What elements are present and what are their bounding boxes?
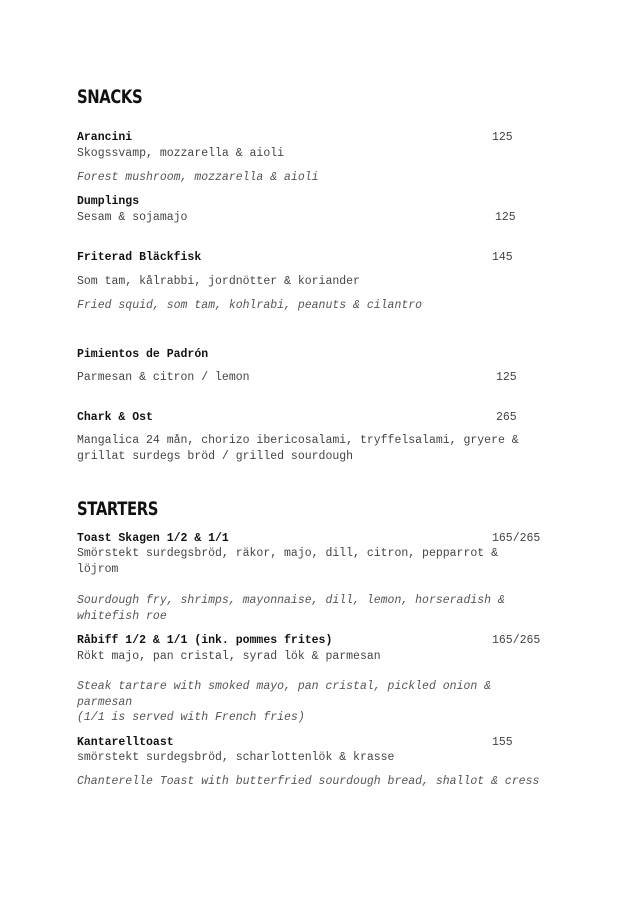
item-name: Dumplings: [77, 195, 140, 208]
item-description-english: Steak tartare with smoked mayo, pan cristal, pickled onion & parmesan: [77, 680, 492, 709]
item-price: 165/265: [492, 532, 541, 545]
item-description: smörstekt surdegsbröd, scharlottenlök & krasse: [77, 751, 395, 764]
item-description-english: Sourdough fry, shrimps, mayonnaise, dill, lemon, horseradish & whitefish roe: [77, 594, 505, 623]
section-heading-snacks: SNACKS: [77, 86, 143, 108]
item-description: Rökt majo, pan cristal, syrad lök & parmesan: [77, 650, 381, 663]
item-name: Pimientos de Padrón: [77, 348, 209, 361]
item-price: 155: [492, 736, 513, 749]
item-price: 165/265: [492, 634, 541, 647]
item-price: 125: [495, 211, 516, 224]
item-name: Toast Skagen 1/2 & 1/1: [77, 532, 229, 545]
item-description: Skogssvamp, mozzarella & aioli: [77, 147, 285, 160]
item-description-english: Fried squid, som tam, kohlrabi, peanuts & cilantro: [77, 299, 423, 312]
item-description: Som tam, kålrabbi, jordnötter & koriander: [77, 275, 360, 288]
item-description: Mangalica 24 mån, chorizo ibericosalami, tryffelsalami, gryere & grillat surdegs bröd / grilled sourdough: [77, 434, 519, 463]
item-name: Kantarelltoast: [77, 736, 174, 749]
item-price: 125: [492, 131, 513, 144]
item-description-english: Forest mushroom, mozzarella & aioli: [77, 171, 319, 184]
section-heading-starters: STARTERS: [77, 498, 159, 520]
item-description: Smörstekt surdegsbröd, räkor, majo, dill, citron, pepparrot & löjrom: [77, 547, 498, 576]
item-description: Sesam & sojamajo: [77, 211, 188, 224]
item-price: 145: [492, 251, 513, 264]
item-price: 125: [496, 371, 517, 384]
item-name: Friterad Bläckfisk: [77, 251, 202, 264]
item-name: Arancini: [77, 131, 133, 144]
item-description-english: Chanterelle Toast with butterfried sourdough bread, shallot & cress: [77, 775, 540, 788]
item-description: Parmesan & citron / lemon: [77, 371, 250, 384]
item-price: 265: [496, 411, 517, 424]
item-name: Chark & Ost: [77, 411, 153, 424]
item-name: Råbiff 1/2 & 1/1 (ink. pommes frites): [77, 634, 333, 647]
item-note-english: (1/1 is served with French fries): [77, 711, 305, 724]
